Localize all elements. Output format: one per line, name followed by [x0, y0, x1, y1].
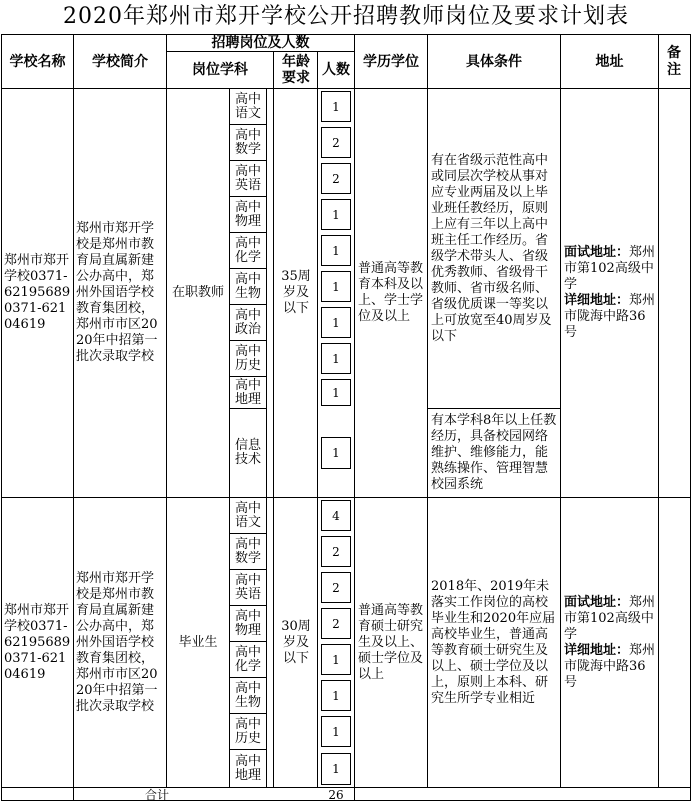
s2-subject-count: 2 [321, 608, 351, 639]
s1-subject-name: 高中化学 [234, 235, 261, 265]
s2-age: 30周岁及以下 [281, 618, 311, 666]
s2-subject-name: 高中英语 [234, 572, 261, 602]
s1-school-name: 郑州市郑开学校0371-62195689 0371-62104619 [4, 253, 71, 332]
s1-subject-count: 1 [321, 379, 351, 406]
s2-education: 普通高等教育硕士研究生及以上、硕士学位及以上 [358, 602, 424, 682]
s1-subject-count: 1 [321, 235, 351, 266]
s1-address-value1: 郑州市第102高级中学 [564, 245, 656, 292]
s2-subject-count-cell [318, 750, 354, 787]
s2-school-name: 郑州市郑开学校0371-62195689 0371-62104619 [4, 602, 71, 682]
page-title: 2020年郑州市郑开学校公开招聘教师岗位及要求计划表 [63, 4, 629, 29]
header-age: 年龄要求 [282, 54, 310, 86]
header-school-name: 学校名称 [9, 53, 66, 70]
s1-address-value2: 郑州市陇海中路36号 [564, 293, 656, 340]
s1-subject-count-cell [318, 377, 354, 408]
s1-address-label1: 面试地址： [564, 245, 630, 260]
s1-subject-count: 1 [321, 307, 351, 338]
header-recruit-group: 招聘岗位及人数 [211, 35, 310, 51]
s1-school-intro: 郑州市郑开学校是郑州市教育局直属新建公办高中，郑州外国语学校教育集团校，郑州市市区2020年中招第一批次录取学校 [76, 221, 158, 364]
s2-subject-name: 高中物理 [234, 608, 261, 638]
s2-subject-count: 1 [321, 716, 351, 747]
s1-subject-count: 2 [321, 127, 351, 158]
s1-subject-name: 高中历史 [234, 343, 261, 373]
s2-subject-count: 4 [321, 500, 351, 531]
s2-subject-count-cell [318, 714, 354, 749]
s2-address-label1: 面试地址： [564, 594, 630, 610]
s1-condition-a: 有在省级示范性高中或同层次学校从事对应专业两届及以上毕业班任教经历，原则上应有三年以上高中班主任工作经历。省级学术带头人、省级优秀教师、省级骨干教师、省市级名师、省级优质课一等奖以上可放宽至40周岁及以下 [431, 152, 552, 344]
s2-address [562, 498, 658, 787]
total-label: 合计 [144, 788, 169, 801]
s2-subject-count-cell [318, 498, 354, 533]
s1-subject-count: 1 [321, 343, 351, 374]
s1-subject-name: 高中物理 [234, 199, 261, 229]
s2-subject-count: 1 [321, 753, 351, 785]
s1-subject-count-cell [318, 197, 354, 232]
s1-subject-count-cell [318, 233, 354, 268]
s1-subject-count-cell [318, 305, 354, 340]
s1-subject-count-cell [318, 269, 354, 304]
s2-subject-count: 2 [321, 536, 351, 567]
s2-address-value2: 郑州市陇海中路36号 [564, 642, 656, 690]
header-conditions: 具体条件 [466, 53, 522, 70]
s2-subject-count-cell [318, 570, 354, 605]
s1-address [562, 89, 658, 497]
s2-subject-name: 高中数学 [234, 536, 261, 566]
s1-subject-name: 高中数学 [234, 127, 261, 157]
s1-education: 普通高等教育本科及以上、学士学位及以上 [358, 261, 424, 324]
s2-subject-count: 1 [321, 644, 351, 675]
s1-subject-count-cell [318, 409, 354, 497]
s2-address-value1: 郑州市第102高级中学 [564, 594, 656, 642]
s2-subject-name: 高中化学 [234, 644, 261, 674]
s1-subject-count: 1 [321, 199, 351, 230]
s1-subject-name: 高中语文 [234, 91, 261, 121]
s1-subject-name: 高中地理 [234, 377, 261, 407]
header-count: 人数 [322, 62, 350, 78]
s2-subject-count-cell [318, 678, 354, 713]
s1-subject-count: 2 [321, 163, 351, 194]
s1-subject-name: 高中政治 [234, 307, 261, 337]
header-education: 学历学位 [363, 53, 419, 70]
s1-subject-count-cell [318, 125, 354, 160]
total-value: 26 [328, 788, 344, 801]
s2-address-label2: 详细地址： [564, 642, 630, 658]
header-school-intro: 学校简介 [92, 53, 148, 70]
s1-subject-count: 1 [321, 91, 351, 122]
header-post-subject: 岗位学科 [192, 62, 248, 78]
s1-condition-b: 有本学科8年以上任教经历，具备校园网络维护、维修能力，能熟练操作、管理智慧校园系统 [431, 413, 557, 492]
s2-post-type: 毕业生 [178, 634, 218, 650]
s1-subject-name: 高中生物 [234, 271, 261, 301]
s1-subject-name: 高中英语 [234, 163, 261, 193]
s1-post-type: 在职教师 [171, 285, 224, 300]
header-remark: 备注 [667, 44, 681, 78]
header-address: 地址 [595, 53, 624, 70]
s2-subject-count: 1 [321, 680, 351, 711]
s1-subject-count-cell [318, 161, 354, 196]
s2-subject-name: 高中历史 [234, 716, 261, 746]
s2-subject-count: 2 [321, 572, 351, 603]
s1-subject-count-cell [318, 341, 354, 376]
s1-subject-name: 信息技术 [234, 438, 261, 467]
s1-subject-count: 1 [321, 271, 351, 302]
s2-subject-name: 高中语文 [234, 500, 261, 530]
s2-subject-count-cell [318, 534, 354, 569]
s2-subject-count-cell [318, 606, 354, 641]
s2-condition: 2018年、2019年未落实工作岗位的高校毕业生和2020年应届高校毕业生，普通高等教育硕士研究生及以上、硕士学位及以上，原则上本科、研究生所学专业相近 [431, 578, 556, 706]
s1-age: 35周岁及以下 [281, 269, 311, 316]
s1-subject-count-cell [318, 89, 354, 124]
s2-subject-name: 高中地理 [234, 753, 261, 783]
s2-school-intro: 郑州市郑开学校是郑州市教育局直属新建公办高中，郑州外国语学校教育集团校，郑州市市区2020年中招第一批次录取学校 [76, 570, 158, 714]
s1-address-label2: 详细地址： [564, 293, 630, 308]
s2-subject-name: 高中生物 [234, 680, 261, 710]
s2-subject-count-cell [318, 642, 354, 677]
s1-subject-count: 1 [321, 437, 351, 469]
